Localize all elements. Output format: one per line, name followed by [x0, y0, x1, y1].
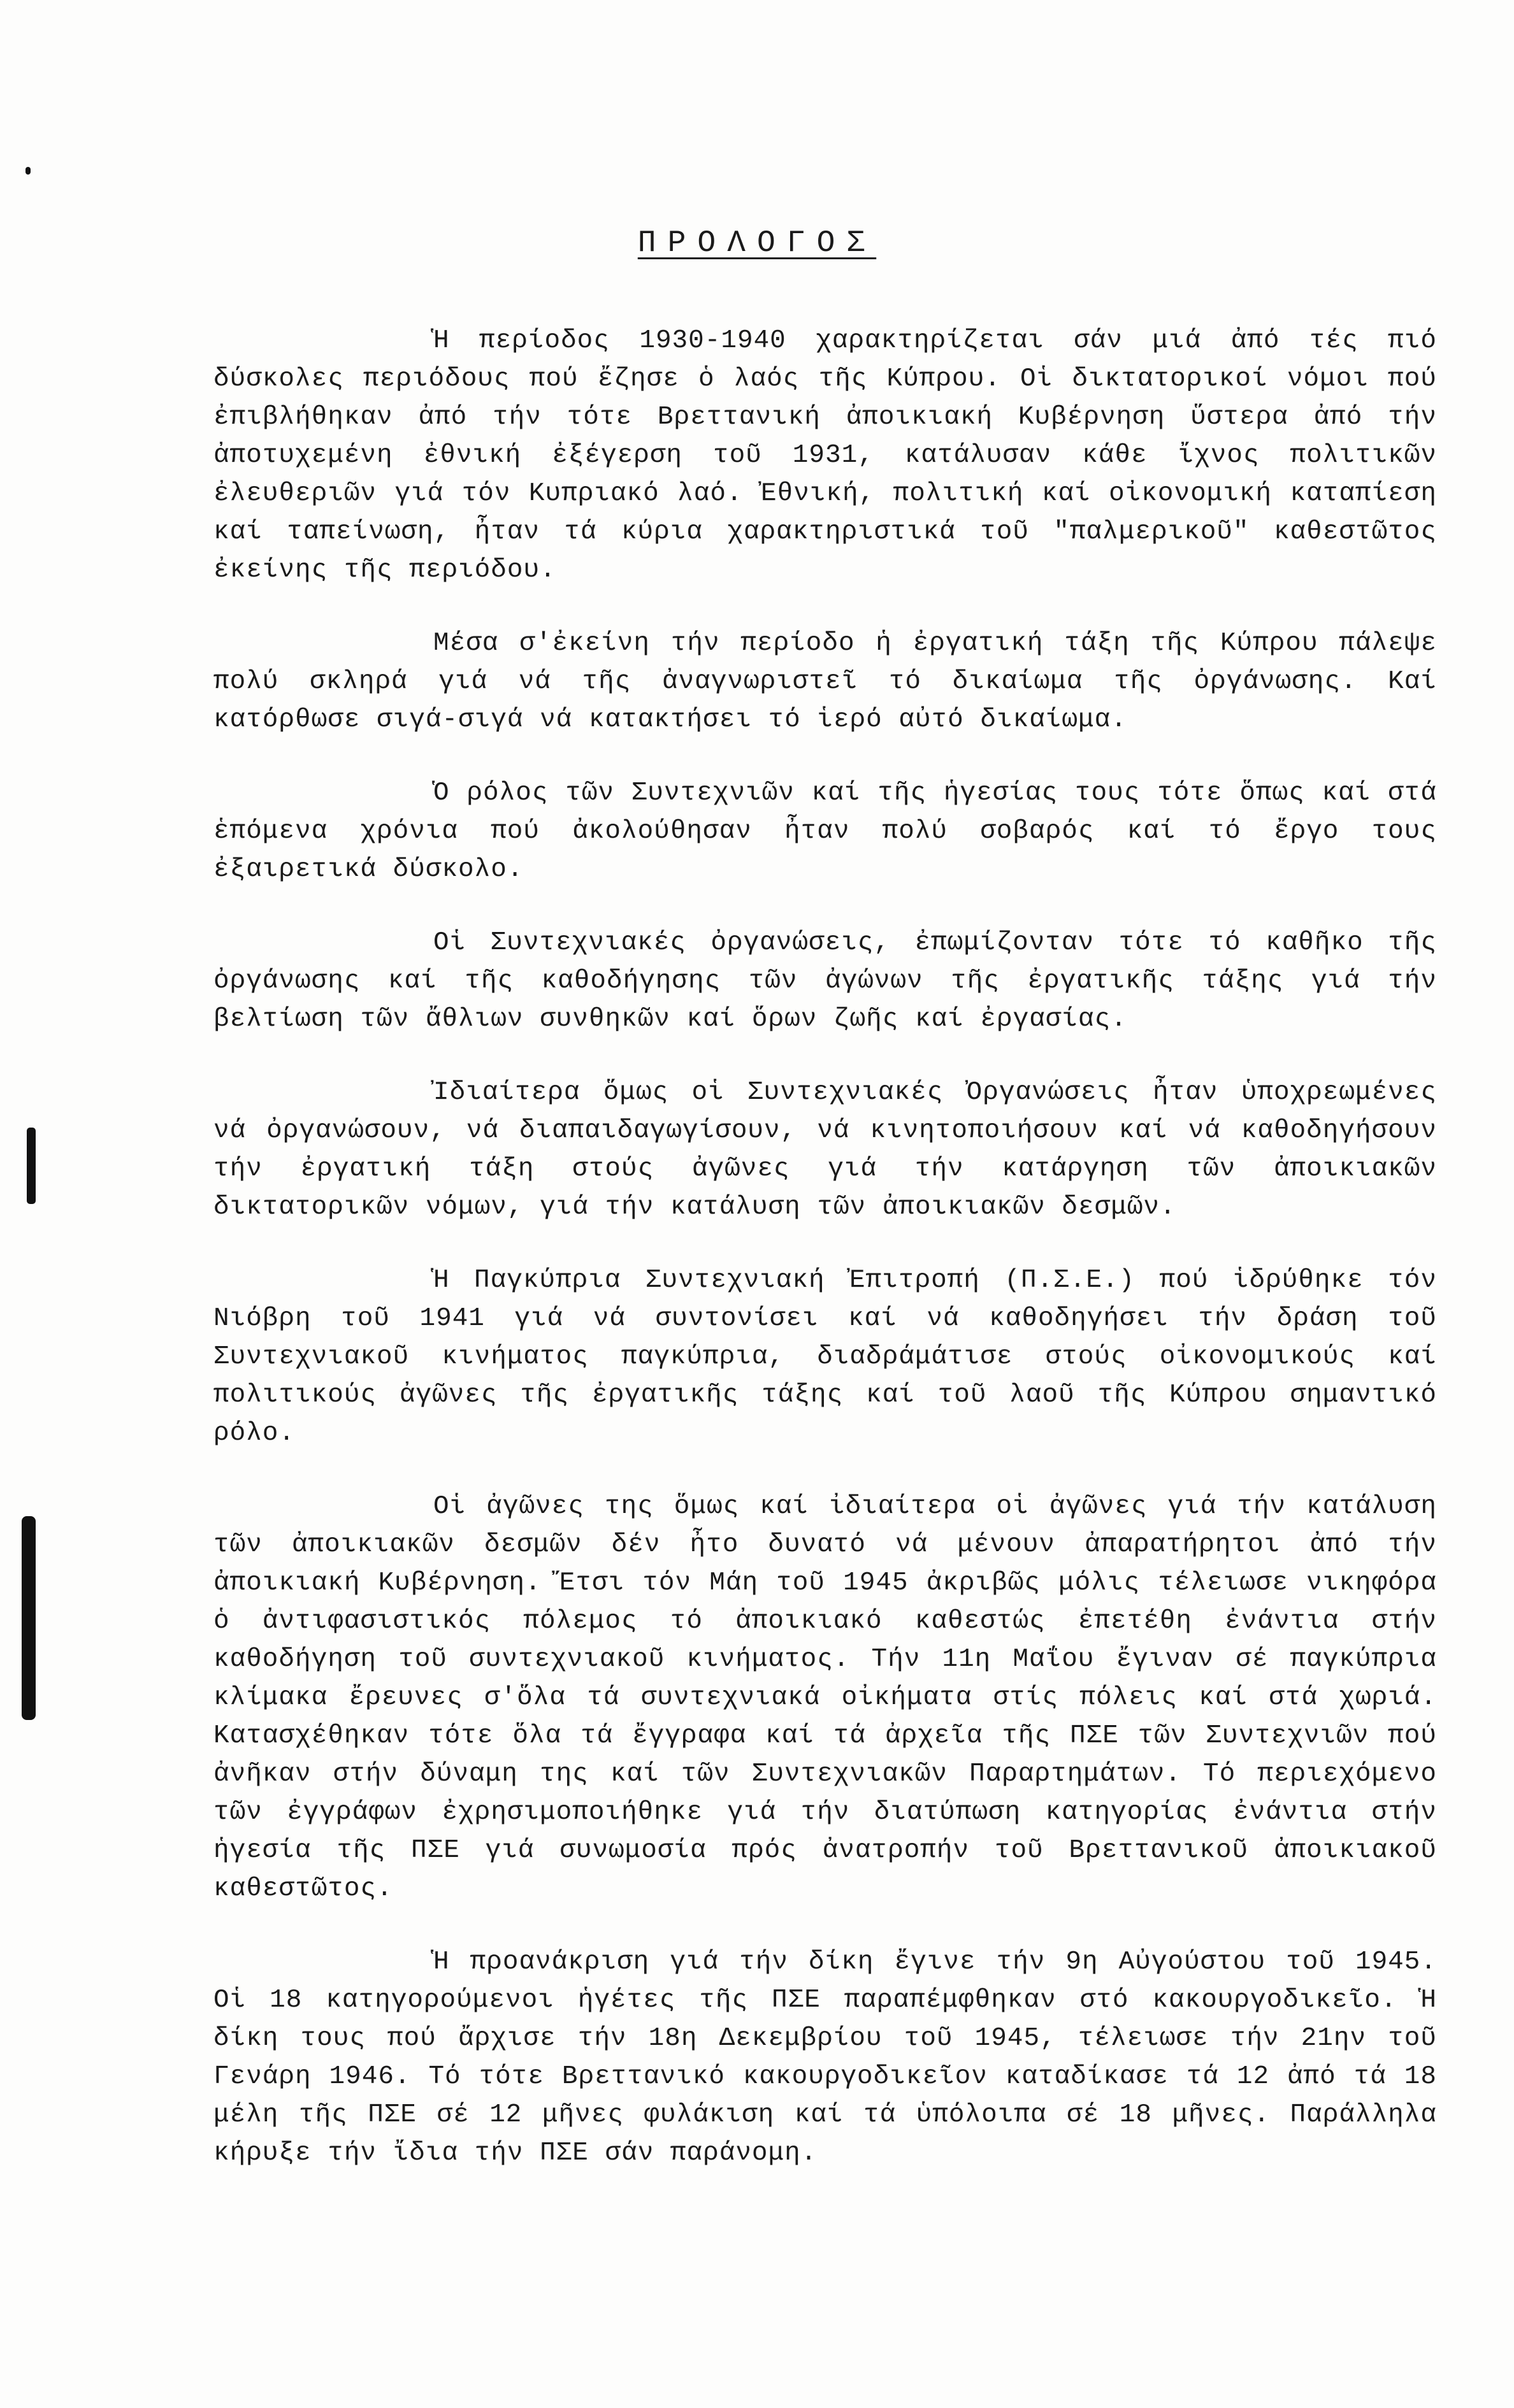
paragraph: Οἱ ἀγῶνες της ὅμως καί ἰδιαίτερα οἱ ἀγῶνες γιά τήν κατάλυση τῶν ἀποικιακῶν δεσμῶν δέν ἦτο δυνατό νά μένουν ἀπαρατήρητοι ἀπό τήν ἀποικιακή Κυβέρνηση. Ἔτσι τόν Μάη τοῦ 1945 ἀκριβῶς μόλις τέλειωσε νικηφόρα ὁ ἀντιφασιστικός πόλεμος τό ἀποικιακό καθεστώς ἐπετέθη ἐνάντια στήν καθοδήγηση τοῦ συντεχνιακοῦ κινήματος. Τήν 11η Μαΐου ἔγιναν σέ παγκύπρια κλίμακα ἔρευνες σ'ὅλα τά συντεχνιακά οἰκήματα στίς πόλεις καί στά χωριά. Κατασχέθηκαν τότε ὅλα τά ἔγγραφα καί τά ἀρχεῖα τῆς ΠΣΕ τῶν Συντεχνιῶν πού ἀνῆκαν στήν δύναμη της καί τῶν Συντεχνιακῶν Παραρτημάτων. Τό περιεχόμενο τῶν ἐγγράφων ἐχρησιμοποιήθηκε γιά τήν διατύπωση κατηγορίας ἐνάντια στήν ἡγεσία τῆς ΠΣΕ γιά συνωμοσία πρός ἀνατροπήν τοῦ Βρεττανικοῦ ἀποικιακοῦ καθεστῶτος.	[213, 1492, 1437, 1903]
paragraph: Ἡ περίοδος 1930-1940 χαρακτηρίζεται σάν μιά ἀπό τές πιό δύσκολες περιόδους πού ἔζησε ὁ λαός τῆς Κύπρου. Οἱ δικτατορικοί νόμοι πού ἐπιβλήθηκαν ἀπό τήν τότε Βρεττανική ἀποικιακή Κυβέρνηση ὕστερα ἀπό τήν ἀποτυχεμένη ἐθνική ἐξέγερση τοῦ 1931, κατάλυσαν κάθε ἴχνος πολιτικῶν ἐλευθεριῶν γιά τόν Κυπριακό λαό. Ἐθνική, πολιτική καί οἰκονομική καταπίεση καί ταπείνωση, ἦταν τά κύρια χαρακτηριστικά τοῦ "παλμερικοῦ" καθεστῶτος ἐκείνης τῆς περιόδου.	[213, 326, 1437, 585]
paragraph: Μέσα σ'ἐκείνη τήν περίοδο ἡ ἐργατική τάξη τῆς Κύπρου πάλεψε πολύ σκληρά γιά νά τῆς ἀναγνωριστεῖ τό δικαίωμα τῆς ὀργάνωσης. Καί κατόρθωσε σιγά-σιγά νά κατακτήσει τό ἱερό αὐτό δικαίωμα.	[213, 629, 1437, 735]
document-title: ΠΡΟΛΟΓΟΣ	[637, 226, 877, 261]
scan-mark	[22, 1516, 36, 1720]
document-body	[213, 322, 1437, 2172]
paragraph: Ἰδιαίτερα ὅμως οἱ Συντεχνιακές Ὀργανώσεις ἦταν ὑποχρεωμένες νά ὀργανώσουν, νά διαπαιδαγωγίσουν, νά κινητοποιήσουν καί νά καθοδηγήσουν τήν ἐργατική τάξη στούς ἀγῶνες γιά τήν κατάργηση τῶν ἀποικιακῶν δικτατορικῶν νόμων, γιά τήν κατάλυση τῶν ἀποικιακῶν δεσμῶν.	[213, 1078, 1437, 1222]
paragraph: Οἱ Συντεχνιακές ὀργανώσεις, ἐπωμίζονταν τότε τό καθῆκο τῆς ὀργάνωσης καί τῆς καθοδήγησης τῶν ἀγώνων τῆς ἐργατικῆς τάξης γιά τήν βελτίωση τῶν ἄθλιων συνθηκῶν καί ὅρων ζωῆς καί ἐργασίας.	[213, 928, 1437, 1034]
paragraph: Ὁ ρόλος τῶν Συντεχνιῶν καί τῆς ἡγεσίας τους τότε ὅπως καί στά ἑπόμενα χρόνια πού ἀκολούθησαν ἦταν πολύ σοβαρός καί τό ἔργο τους ἐξαιρετικά δύσκολο.	[213, 778, 1437, 884]
paragraph: Ἡ προανάκριση γιά τήν δίκη ἔγινε τήν 9η Αὐγούστου τοῦ 1945. Οἱ 18 κατηγορούμενοι ἡγέτες τῆς ΠΣΕ παραπέμφθηκαν στό κακουργοδικεῖο. Ἡ δίκη τους πού ἄρχισε τήν 18η Δεκεμβρίου τοῦ 1945, τέλειωσε τήν 21ην τοῦ Γενάρη 1946. Τό τότε Βρεττανικό κακουργοδικεῖον καταδίκασε τά 12 ἀπό τά 18 μέλη τῆς ΠΣΕ σέ 12 μῆνες φυλάκιση καί τά ὑπόλοιπα σέ 18 μῆνες. Παράλληλα κήρυξε τήν ἴδια τήν ΠΣΕ σάν παράνομη.	[213, 1947, 1437, 2168]
scan-mark	[27, 1128, 36, 1204]
paragraph: Ἡ Παγκύπρια Συντεχνιακή Ἐπιτροπή (Π.Σ.Ε.) πού ἱδρύθηκε τόν Νιόβρη τοῦ 1941 γιά νά συντονίσει καί νά καθοδηγήσει τήν δράση τοῦ Συντεχνιακοῦ κινήματος παγκύπρια, διαδράμάτισε στούς οἰκονομικούς καί πολιτικούς ἀγῶνες τῆς ἐργατικῆς τάξης καί τοῦ λαοῦ τῆς Κύπρου σημαντικό ρόλο.	[213, 1266, 1437, 1448]
scan-mark	[25, 167, 31, 175]
